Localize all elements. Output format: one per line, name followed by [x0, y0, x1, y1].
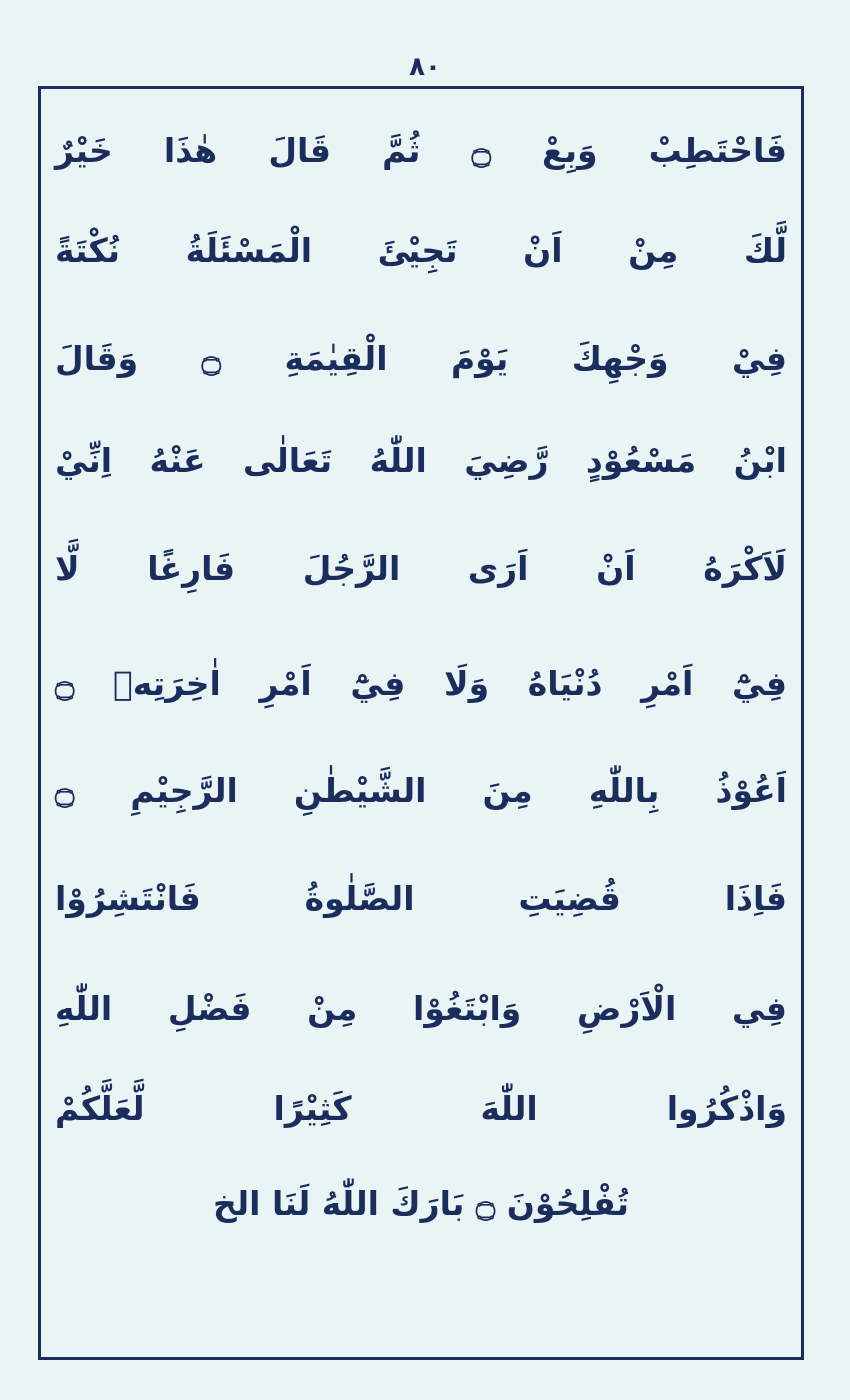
text-line: فَاِذَا قُضِيَتِ الصَّلٰوةُ فَانْتَشِرُوْا: [55, 879, 787, 918]
text-line: لَاَكْرَهُ اَنْ اَرَى الرَّجُلَ فَارِغًا لَّا: [55, 549, 787, 588]
text-line: فِي الْاَرْضِ وَابْتَغُوْا مِنْ فَضْلِ اللّٰهِ: [55, 989, 787, 1028]
page-number: ٨٠: [409, 52, 441, 82]
text-frame: [38, 86, 804, 1360]
text-line: ابْنُ مَسْعُوْدٍ رَّضِيَ اللّٰهُ تَعَالٰى عَنْهُ اِنِّيْ: [55, 441, 787, 480]
text-line: لَّكَ مِنْ اَنْ تَجِيْئَ الْمَسْئَلَةُ نُكْتَةً: [55, 231, 787, 270]
text-line: تُفْلِحُوْنَ ۝ بَارَكَ اللّٰهُ لَنَا الخ: [213, 1184, 629, 1223]
text-line: فَاحْتَطِبْ وَبِعْ ۝ ثُمَّ قَالَ هٰذَا خَيْرٌ: [55, 131, 787, 170]
text-line: فِيْٓ اَمْرِ دُنْيَاهُ وَلَا فِيْٓ اَمْرِ اٰخِرَتِهٖ ۝: [55, 664, 787, 703]
text-line: وَاذْكُرُوا اللّٰهَ كَثِيْرًا لَّعَلَّكُمْ: [55, 1089, 787, 1128]
text-line: اَعُوْذُ بِاللّٰهِ مِنَ الشَّيْطٰنِ الرَّجِيْمِ ۝: [55, 771, 787, 810]
text-line: فِيْ وَجْهِكَ يَوْمَ الْقِيٰمَةِ ۝ وَقَالَ: [55, 339, 787, 378]
